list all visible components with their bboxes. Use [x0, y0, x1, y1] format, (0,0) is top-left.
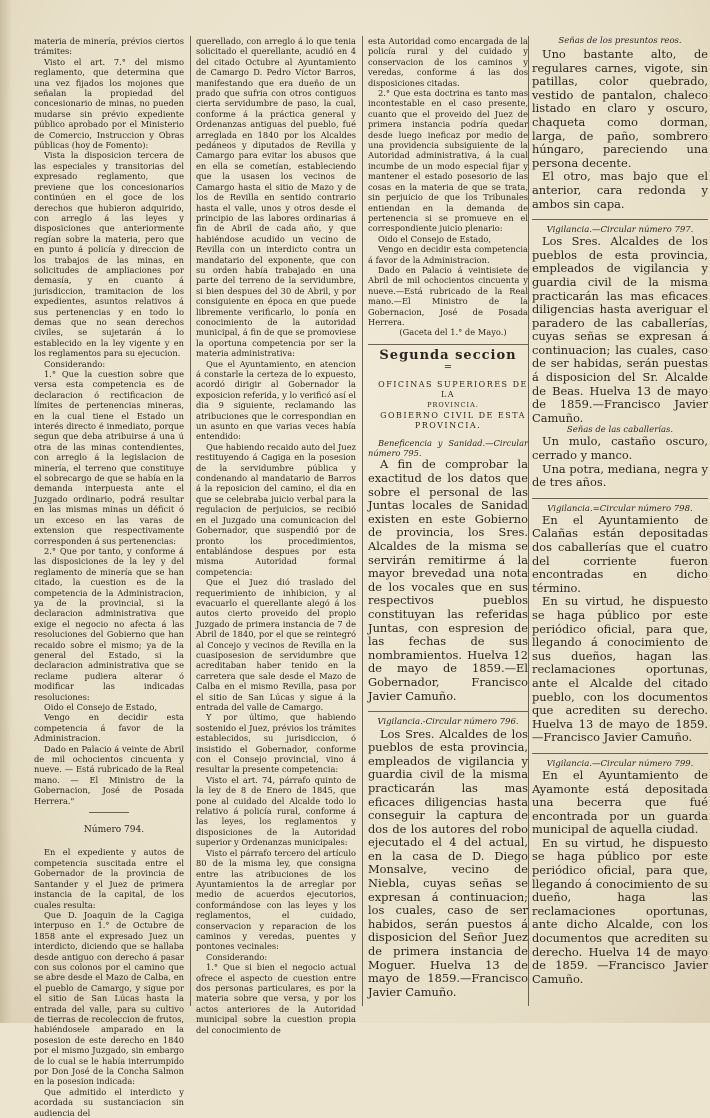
- paragraph: 2.° Que por tanto, y conforme á las disposiciones de la ley y del reglamento de minería que se han citado, la cuestion es de la competencia de la Administracion, ya de la provincial, si la declaracion administrativa que exige el negocio no afecta á las resoluciones del Gobierno que han recaido sobre el mismo; ya de la general del Estado, si la declaracion administrativa que se reclame pudiera alterar ó modificar las indicadas resoluciones:: [34, 545, 184, 702]
- subheading: Señas de los presuntos reos.: [558, 36, 682, 46]
- paragraph: A fin de comprobar la exactitud de los datos que sobre el personal de las Juntas locales de Sanidad existen en este Gobierno de provincia, los Sres. Alcaldes de la misma se servirán remitirme á la mayor brevedad una nota de los vocales que en sus respectivos pueblos constituyan las referidas Juntas, con espresion de las fechas de sus nombramientos. Huelva 12 de mayo de 1859.—El Gobernador, Francisco Javier Camuño.: [368, 457, 528, 703]
- circular-heading: Vigilancia.-Circular número 796.: [377, 717, 519, 728]
- subheading: Señas de las caballerías.: [566, 425, 674, 436]
- circular-heading: Vigilancia.—Circular número 797.: [546, 225, 694, 236]
- paragraph: 1.° Que si bien el negocio actual ofrece el aspecto de cuestion entre dos personas particulares, es por la materia sobre que versa, y por los actos anteriores de la Autoridad municipal sobre la cuestion propia del conocimiento de: [196, 962, 356, 1035]
- separator: [368, 711, 528, 712]
- column-2: [196, 36, 356, 1035]
- paragraph: materia de minería, prévios ciertos trámites:: [34, 36, 184, 57]
- section-heading: Segunda seccion: [379, 347, 517, 363]
- circular-heading: Vigilancia.=Circular número 798.: [547, 503, 693, 514]
- column-4: [532, 36, 708, 1011]
- paragraph: Un mulo, castaño oscuro, cerrado y manco.: [532, 434, 708, 463]
- separator: [532, 753, 708, 754]
- paragraph: Visto el art. 74, párrafo quinto de la ley de 8 de Enero de 1845, que pone al cuidado del Alcalde todo lo relativo á policía rural, conforme á las leyes, los reglamentos y disposiciones de la Autoridad superior y Ordenanzas municipales:: [196, 774, 356, 848]
- paragraph: esta Autoridad como encargada de la policía rural y del cuidado y conservacion de los caminos y veredas, conforme á las dos disposiciones citadas.: [368, 36, 528, 88]
- section-dash: =: [443, 362, 453, 374]
- paragraph: Que el Ayuntamiento, en atencion á constarle la certeza de lo expuesto, acordó dirigir al Gobernador la exposicion referida, y lo verificó así el dia 9 siguiente, reclamando las atribuciones que le correspondian en un asunto en que varias veces había entendido:: [196, 358, 356, 442]
- source-note: (Gaceta del 1.° de Mayo.): [399, 327, 507, 338]
- paragraph: 1.° Que la cuestion sobre que versa esta competencia es de declaracion ó rectificacion de límites de pertenencias mineras, en la cual tiene el Estado un interés directo é inmediato, porque segun que deba atribuirse á una ú otra de las minas contendientes, con arreglo á la legislacion de minería, el terreno que constituye el sobrecargo de que se había en la demanda interpuesta ante el Juzgado ordinario, podrá resultar en las mismas minas un déficit ó un exceso en las varas de extension que respectivamente corresponden á sus pertenencias:: [34, 369, 184, 546]
- provincia-heading: PROVINCIA.: [427, 401, 479, 410]
- paragraph: Vengo en decidir esta competencia á favor de la Administracion.: [368, 244, 528, 265]
- paragraph: Considerando:: [206, 951, 268, 962]
- column-rule: [190, 36, 191, 1006]
- paragraph: Visto el art. 7.° del mismo reglamento, que determina que una vez fijados los mojones que señalan la propiedad del concesionario de minas, no pueden mudarse sin prévio expediente público aprobado por el Ministerio de Comercio, Instruccion y Obras públicas (hoy de Fomento):: [34, 56, 184, 151]
- gobierno-heading: GOBIERNO CIVIL DE ESTA PROVINCIA.: [380, 410, 526, 431]
- paragraph: En su virtud, he dispuesto se haga público por este periódico oficial, para que, llegando á conocimiento de sus dueños, hagan las reclamaciones oportunas, ante el Alcalde del citado pueblo, con los documentos que acrediten su derecho. Huelva 13 de mayo de 1859.—Francisco Javier Camuño.: [532, 594, 708, 745]
- paragraph: Una potra, mediana, negra y de tres años.: [532, 461, 708, 490]
- circular-heading: Beneficencia y Sanidad.—Circular número 795.: [368, 437, 528, 459]
- separator: [532, 219, 708, 220]
- separator: [368, 344, 528, 345]
- paragraph: En el Ayuntamiento de Ayamonte está depositada una becerra que fué encontrada por un guarda municipal de aquella ciudad.: [532, 767, 708, 837]
- paragraph: 2.° Que esta doctrina es tanto mas incontestable en el caso presente, cuanto que el proveido del Juez de primera instancia podría quedar desde luego ineficaz por medio de una providencia subsiguiente de la Autoridad administrativa, á la cual incumbe de un modo especial fijar y mantener el estado posesorio de las cosas en la materia de que se trata, sin perjuicio de que los Tribunales entiendan en la demanda de pertenencia si se promueve en el correspondiente juicio plenario:: [368, 88, 528, 234]
- paragraph: Y por último, que habiendo sostenido el Juez, prévios los trámites establecidos, su jurisdiccion, ó insistido el Gobernador, conforme con el Consejo provincial, vino á resultar la presente competencia:: [196, 712, 356, 775]
- paragraph: Que el Juez dió traslado del requerimiento de inhibicion, y al evacuarlo el querellante alegó á los autos cierto proveido del propio Juzgado de primera instancia de 7 de Abril de 1840, por el que se reintegró al Concejo y vecinos de Revilla en la cuasiposesion de servidumbre que acreditaban haber tenido en la carretera que sale desde el Mazo de Calba en el mismo Revilla, pasa por el sitio de San Lúcas y sigue á la entrada del valle de Camargo.: [196, 577, 356, 712]
- paragraph: querellado, con arreglo á lo que tenia solicitado el querellante, acudió en 4 del citado Octubre al Ayuntamiento de Camargo D. Pedro Víctor Barros, manifestando que era dueño de un prado que sufria con otros contiguos cierta servidumbre de paso, la cual, conforme á la práctica general y Ordenanzas antiguas del pueblo, fué arreglada en 1840 por los Alcaldes pedáneos y diputados de Revilla y Camargo para evitar los abusos que en ella se cometían, estableciendo que la usasen los vecinos de Camargo hasta el sitio de Mazo y de los de Revilla en sentido contrario hasta el valle, unos y otros desde el principio de las labores ordinarias á fin de Abril de cada año, y que habiéndose acudido un vecino de Revilla con un interdicto contra un mandatario del exponente, que con su orden había trabajado en una parte del terreno de la servidumbre, si bien despues del 30 de Abril, y por consiguiente en época en que puede libremente verificarlo, lo ponía en conocimiento de la autoridad municipal, á fin de que se promoviese la oportuna competencia por ser la materia administrativa:: [196, 36, 356, 359]
- paragraph: Dado en Palacio á veintisiete de Abril de mil ochocientos cincuenta y nueve.—Está rubricado de la Real mano.—El Ministro de la Gobernacion, José de Posada Herrera.: [368, 264, 528, 327]
- paragraph: Que habiendo recaido auto del Juez restituyendo á Cagiga en la posesion de la servidumbre pública y condenando al mandatario de Barros á la reposicion del camino, el dia en que se celebraba juicio verbal para la regulacion de perjuicios, se recibió en el Juzgado una comunicacion del Gobernador, que suspendió por de pronto los procedimientos, entablándose despues por esta misma Autoridad formal competencia:: [196, 441, 356, 577]
- paragraph: Vengo en decidir esta competencia á favor de la Administracion.: [34, 712, 184, 744]
- column-3: [368, 36, 528, 1011]
- paragraph: En el expediente y autos de competencia suscitada entre el Gobernador de la provincia de Santander y el Juez de primera instancia de la capital, de los cuales resulta:: [34, 847, 184, 910]
- circular-heading: Vigilancia.—Circular número 799.: [546, 758, 694, 769]
- circular-795: [368, 458, 528, 703]
- paragraph: Dado en Palacio á veinte de Abril de mil ochocientos cincuenta y nueve. — Está rubricado de la Real mano. — El Ministro de la Gobernacion, José de Posada Herrera.": [34, 743, 184, 806]
- paragraph: Que admitido el interdicto y acordada su sustanciacion sin audiencia del: [34, 1086, 184, 1118]
- column-rule: [528, 36, 529, 1006]
- circular-796: [368, 728, 528, 1000]
- column-rule: [362, 36, 363, 1006]
- column-1: [34, 36, 184, 1118]
- paragraph: En el Ayuntamiento de Calañas están depositadas dos caballerías que el cuatro del corriente fueron encontradas en dicho término.: [532, 512, 708, 595]
- page-gutter-shadow: [0, 0, 12, 1023]
- separator: [532, 498, 708, 499]
- paragraph: Que D. Joaquin de la Cagiga interpuso en 1.° de Octubre de 1858 ante el expresado Juez un interdicto, diciendo que se hallaba desde antiguo con derecho á pasar con sus colonos por el camino que se abre desde el Mazo de Calba, en el pueblo de Camargo, y sigue por el sitio de San Lúcas hasta la entrada del valle, para su cultivo de tierras de recoleccion de frutos, habiéndosele amparado en la posesion de este derecho en 1840 por el mismo Juzgado, sin embargo de lo cual se le había interrumpido por Don José de la Concha Salmon en la posesion indicada:: [34, 909, 184, 1087]
- paragraph: Considerando:: [44, 358, 106, 369]
- paragraph: El otro, mas bajo que el anterior, cara redonda y ambos sin capa.: [532, 169, 708, 211]
- paragraph: Oido el Consejo de Estado,: [44, 702, 158, 712]
- paragraph: Los Sres. Alcaldes de los pueblos de esta provincia, empleados de vigilancia y guardia civil de la misma practicarán las mas eficaces diligencias hasta conseguir la captura de dos de los autores del robo ejecutado el 4 del actual, en la casa de D. Diego Monsalve, vecino de Niebla, cuyas señas se expresan á continuacion; los cuales, caso de ser habidos, serán puestos á disposicion del Señor Juez de primera instancia de Moguer. Huelva 13 de mayo de 1859.—Francisco Javier Camuño.: [368, 726, 528, 999]
- paragraph: Los Sres. Alcaldes de los pueblos de esta provincia, empleados de vigilancia y guardia civil de la misma practicarán las mas eficaces diligencias hasta averiguar el paradero de las caballerías, cuyas señas se expresan á continuacion; las cuales, caso de ser habidas, serán puestas á disposicion del Sr. Alcalde de Beas. Huelva 13 de mayo de 1859.—Francisco Javier Camuño.: [532, 234, 708, 425]
- paragraph: En su virtud, he dispuesto se haga público por este periódico oficial, para que, llegando á conocimiento de su dueño, haga las reclamaciones oportunas, ante dicho Alcalde, con los documentos que acrediten su derecho. Huelva 14 de mayo de 1859. —Francisco Javier Camuño.: [532, 835, 708, 986]
- offices-heading: OFICINAS SUPERIORES DE LA: [378, 379, 528, 399]
- separator: [89, 812, 129, 813]
- paragraph: Uno bastante alto, de regulares carnes, vigote, sin patillas, color quebrado, vestido de pantalon, chaleco listado en claro y oscuro, chaqueta como dorman, larga, de paño, sombrero húngaro, pareciendo una persona decente.: [532, 47, 708, 170]
- paragraph: Oido el Consejo de Estado,: [378, 233, 492, 244]
- paragraph: Vista la disposicion tercera de las especiales y transitorias del expresado reglamento, que previene que los concesionarios continúen en el goce de los derechos que hubieron adquirido, con arreglo á las leyes y disposiciones que anteriormente regían sobre la materia, pero que en punto á policía y direccion de los trabajos de las minas, en solicitudes de ampliaciones por demasía, y en cuanto á jurisdiccion, tramitacion de los expedientes, asuntos relativos á sus pertenencias y en todo lo demas que no sean derechos civiles, se sujetarán á lo establecido en la ley vigente y en los reglamentos para su ejecucion.: [34, 150, 184, 359]
- paragraph: Visto el párrafo tercero del artículo 80 de la misma ley, que consigna entre las atribuciones de los Ayuntamientos la de arreglar por medio de acuerdos ejecutorios, conformándose con las leyes y los reglamentos, el cuidado, conservacion y reparacion de los caminos y veredas, puentes y pontones vecinales:: [196, 847, 356, 952]
- decree-number: Número 794.: [83, 825, 145, 836]
